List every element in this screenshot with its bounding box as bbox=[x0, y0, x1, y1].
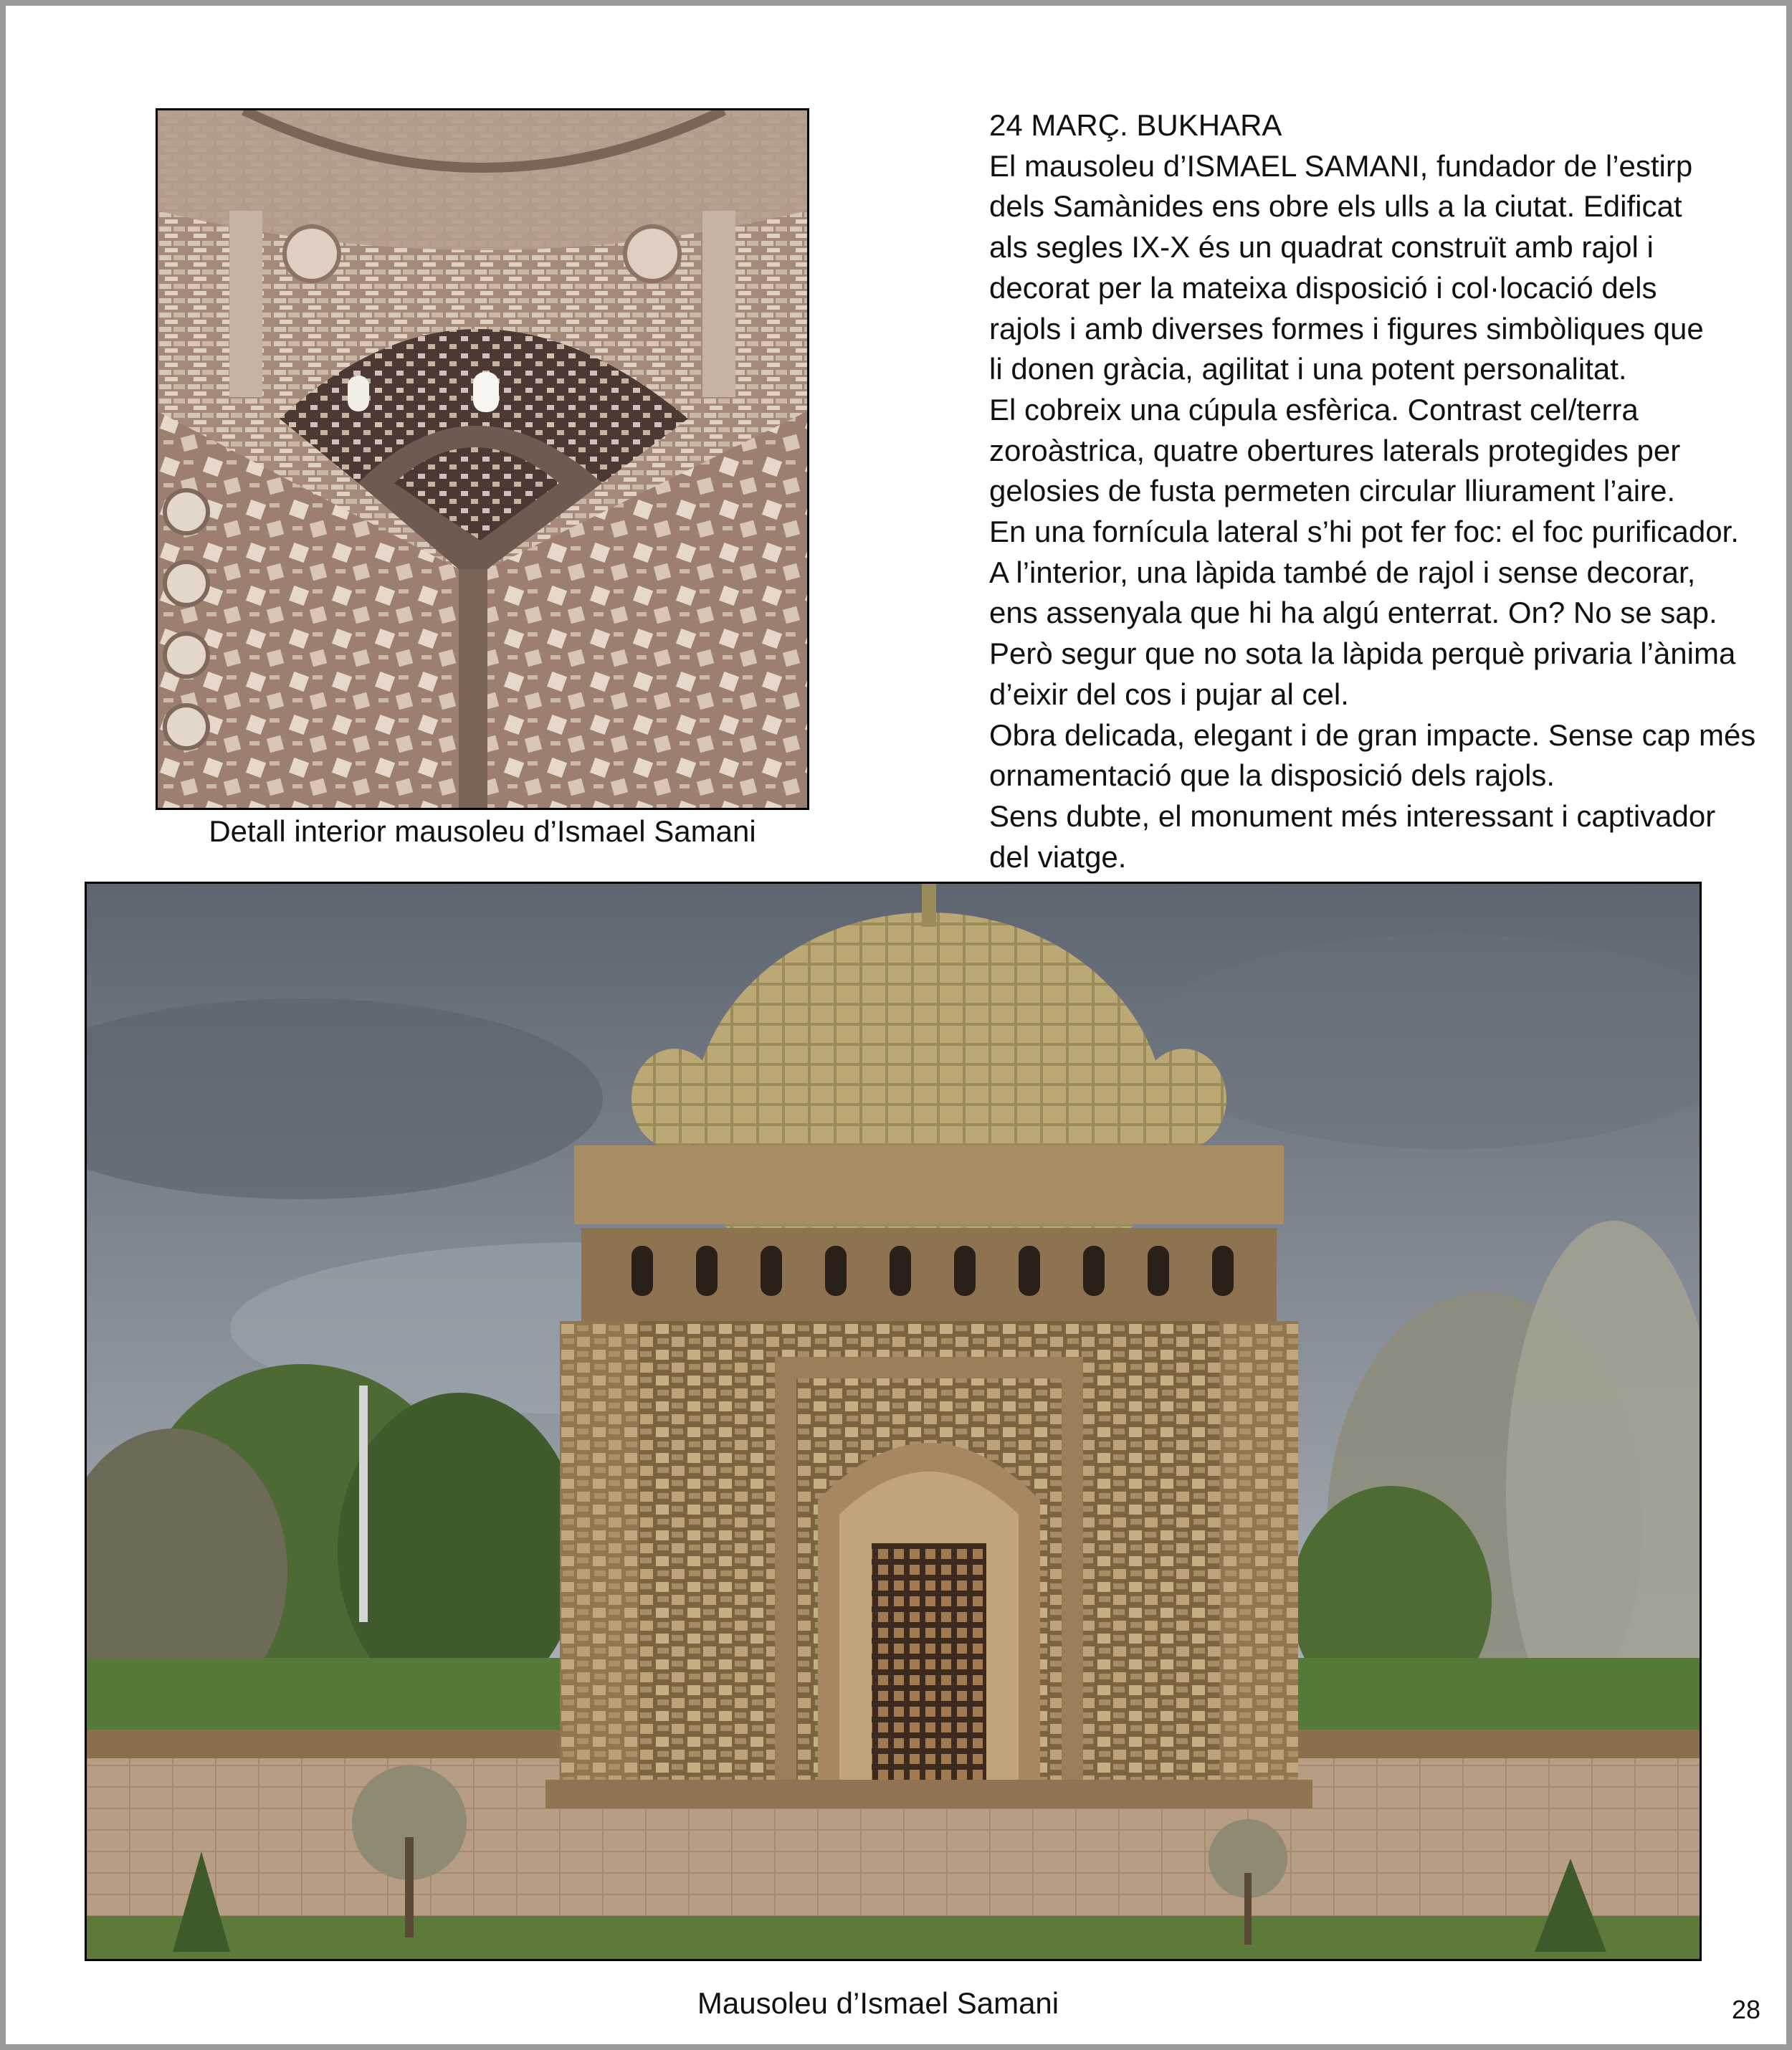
article-line: ornamentació que la disposició dels rajols. bbox=[989, 758, 1555, 793]
article-line: En una fornícula lateral s’hi pot fer foc: el foc purificador. bbox=[989, 515, 1739, 549]
article-line: Però segur que no sota la làpida perquè privaria l’ànima bbox=[989, 637, 1736, 671]
article-line: d’eixir del cos i pujar al cel. bbox=[989, 677, 1349, 711]
article-line: Sens dubte, el monument més interessant i captivador bbox=[989, 798, 1716, 833]
article-line: als segles IX-X és un quadrat construït amb rajol i bbox=[989, 230, 1654, 264]
page-number: 28 bbox=[1731, 1995, 1760, 2024]
article-line: zoroàstrica, quatre obertures laterals protegides per bbox=[989, 433, 1681, 467]
article-line: A l’interior, una làpida també de rajol i sense decorar, bbox=[989, 555, 1696, 589]
interior-dome-photo bbox=[156, 108, 809, 810]
interior-photo-caption: Detall interior mausoleu d’Ismael Samani bbox=[209, 814, 756, 848]
article-line: rajols i amb diverses formes i figures simbòliques que bbox=[989, 311, 1704, 345]
article-heading: 24 MARÇ. BUKHARA bbox=[989, 108, 1282, 142]
article-line: Obra delicada, elegant i de gran impacte. Sense cap més bbox=[989, 718, 1756, 752]
article-line: li donen gràcia, agilitat i una potent personalitat. bbox=[989, 352, 1627, 386]
mausoleum-exterior-photo bbox=[85, 882, 1702, 1961]
article-line: del viatge. bbox=[989, 839, 1127, 874]
article-line: El mausoleu d’ISMAEL SAMANI, fundador de l’estirp bbox=[989, 148, 1693, 183]
article-line: decorat per la mateixa disposició i col·locació dels bbox=[989, 270, 1657, 305]
exterior-photo-caption: Mausoleu d’Ismael Samani bbox=[697, 1986, 1059, 2020]
article-line: gelosies de fusta permeten circular lliurament l’aire. bbox=[989, 474, 1676, 508]
article-line: El cobreix una cúpula esfèrica. Contrast cel/terra bbox=[989, 392, 1639, 426]
article-text bbox=[989, 105, 1770, 877]
article-line: ens assenyala que hi ha algú enterrat. On? No se sap. bbox=[989, 596, 1717, 630]
article-line: dels Samànides ens obre els ulls a la ciutat. Edificat bbox=[989, 189, 1682, 224]
